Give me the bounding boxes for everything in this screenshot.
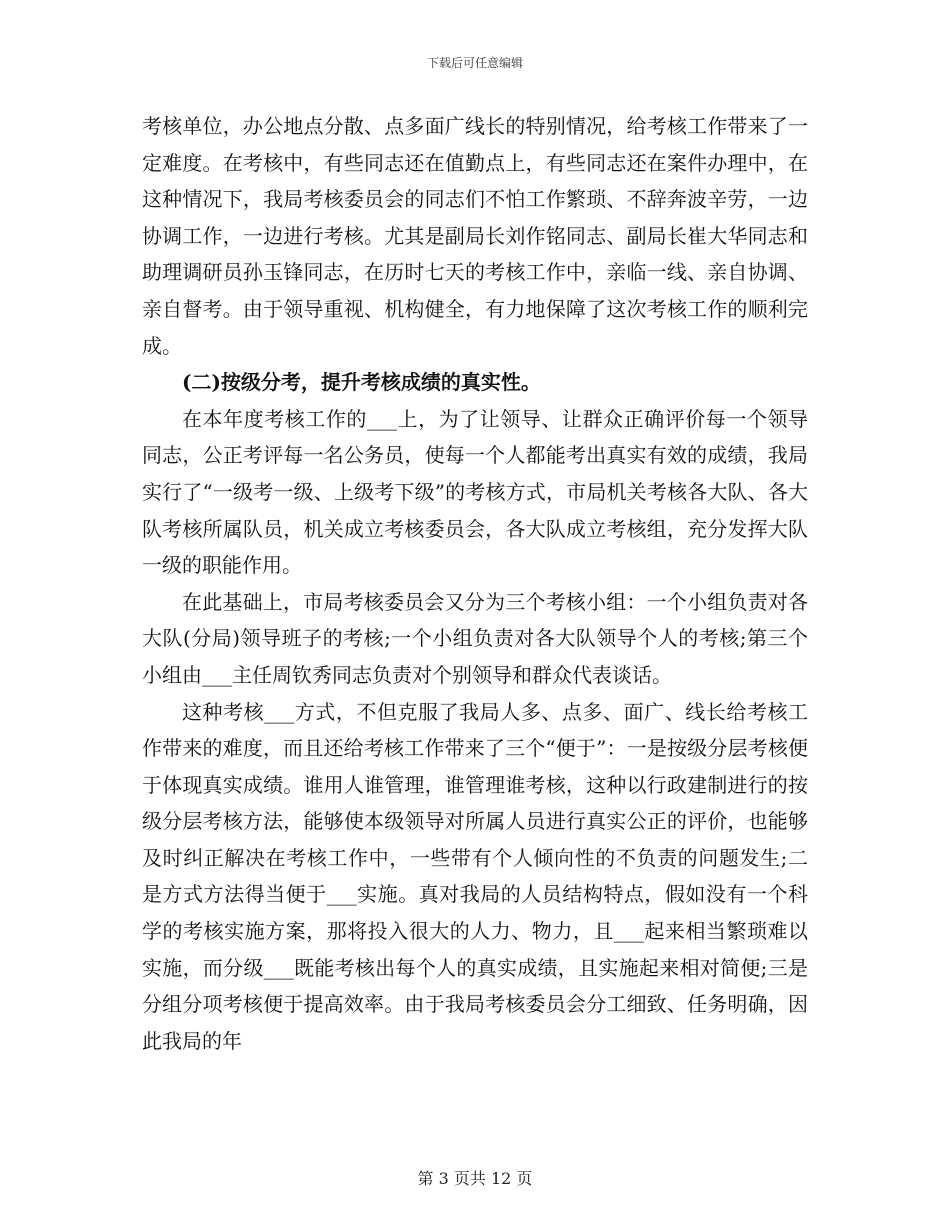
paragraph-3: 在此基础上，市局考核委员会又分为三个考核小组：一个小组负责对各大队(分局)领导班子的考核;一个小组负责对各大队领导个人的考核;第三个小组由___主任周钦秀同志负责对个别领导和群众代表谈话。 — [142, 589, 808, 687]
paragraph-2: 在本年度考核工作的___上，为了让领导、让群众正确评价每一个领导同志，公正考评每一名公务员，使每一个人都能考出真实有效的成绩，我局实行了“一级考一级、上级考下级”的考核方式，市局机关考核各大队、各大队考核所属队员，机关成立考核委员会，各大队成立考核组，充分发挥大队一级的职能作用。 — [142, 406, 808, 578]
document-body — [142, 108, 808, 1059]
paragraph-1: 考核单位，办公地点分散、点多面广线长的特别情况，给考核工作带来了一定难度。在考核中，有些同志还在值勤点上，有些同志还在案件办理中，在这种情况下，我局考核委员会的同志们不怕工作繁琐、不辞奔波辛劳，一边协调工作，一边进行考核。尤其是副局长刘作铭同志、副局长崔大华同志和助理调研员孙玉锋同志，在历时七天的考核工作中，亲临一线、亲自协调、亲自督考。由于领导重视、机构健全，有力地保障了这次考核工作的顺利完成。 — [142, 114, 808, 358]
page-footer: 第 3 页共 12 页 — [417, 1169, 533, 1188]
paragraph-4: 这种考核___方式，不但克服了我局人多、点多、面广、线长给考核工作带来的难度，而且还给考核工作带来了三个“便于”：一是按级分层考核便于体现真实成绩。谁用人谁管理，谁管理谁考核，这种以行政建制进行的按级分层考核方法，能够使本级领导对所属人员进行真实公正的评价，也能够及时纠正解决在考核工作中，一些带有个人倾向性的不负责的问题发生;二是方式方法得当便于___实施。真对我局的人员结构特点，假如没有一个科学的考核实施方案，那将投入很大的人力、物力，且___起来相当繁琐难以实施，而分级___既能考核出每个人的真实成绩，且实施起来相对简便;三是分组分项考核便于提高效率。由于我局考核委员会分工细致、任务明确，因此我局的年 — [142, 699, 808, 1053]
page-header: 下载后可任意编辑 — [426, 56, 523, 70]
section-heading: (二)按级分考，提升考核成绩的真实性。 — [182, 370, 541, 395]
